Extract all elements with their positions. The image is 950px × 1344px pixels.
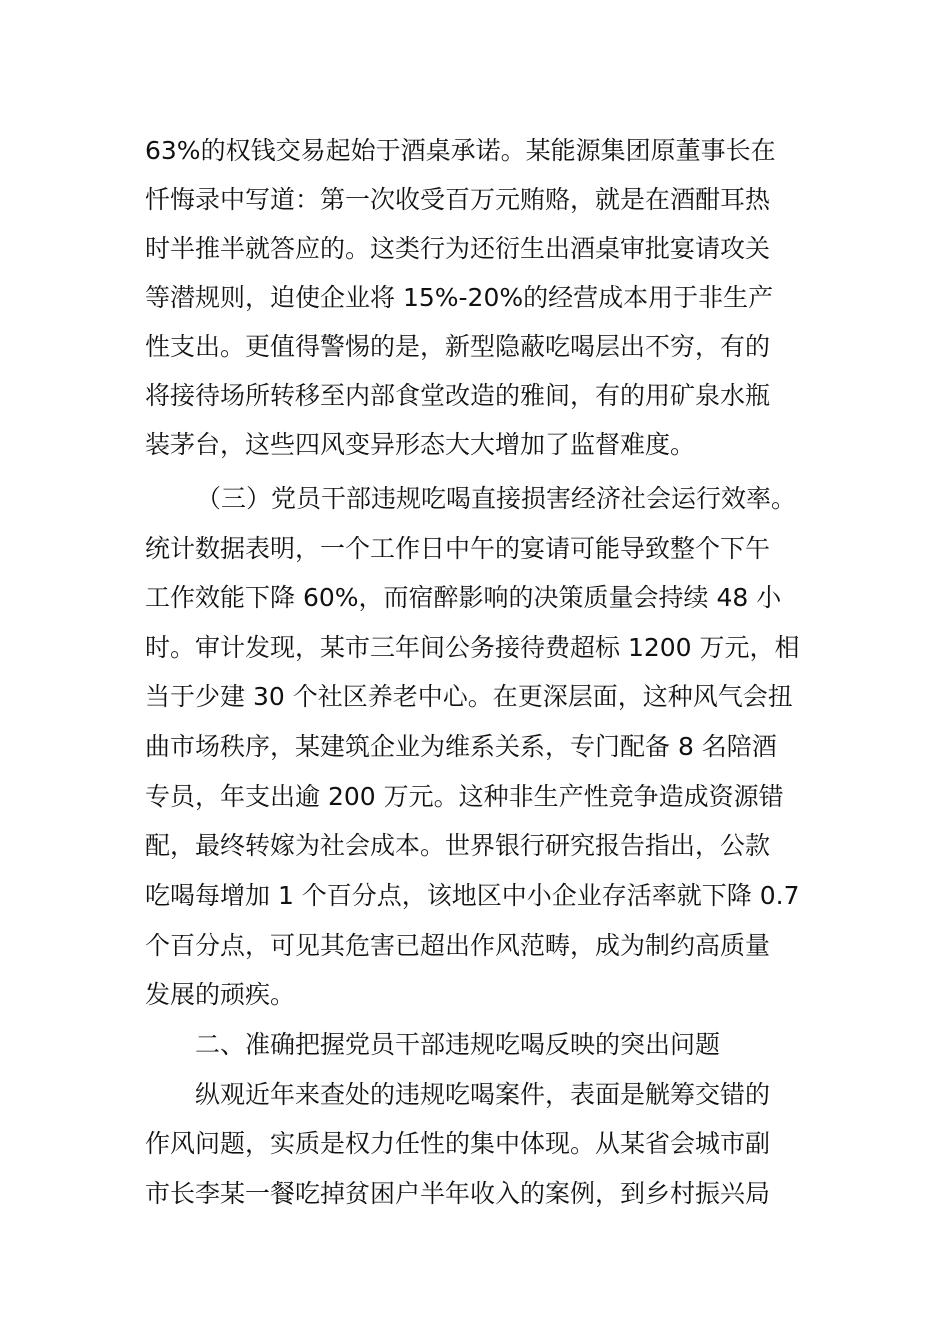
text-line: 配，最终转嫁为社会成本。世界银行研究报告指出，公款 <box>145 831 771 860</box>
text-line: 工作效能下降 60%，而宿醉影响的决策质量会持续 48 小 <box>145 583 782 612</box>
text-line: 作风问题，实质是权力任性的集中体现。从某省会城市副 <box>145 1129 771 1158</box>
text-line: 发展的顽疾。 <box>145 980 296 1009</box>
text-line: 个百分点，可见其危害已超出作风范畴，成为制约高质量 <box>145 931 771 960</box>
section-heading: （三）党员干部违规吃喝直接损害经济社会运行效率。 <box>196 484 797 513</box>
text-line: 忏悔录中写道：第一次收受百万元贿赂，就是在酒酣耳热 <box>145 185 771 214</box>
text-line: 性支出。更值得警惕的是，新型隐蔽吃喝层出不穷，有的 <box>145 332 771 361</box>
text-line: 专员，年支出逾 200 万元。这种非生产性竞争造成资源错 <box>145 782 784 811</box>
text-line: 将接待场所转移至内部食堂改造的雅间，有的用矿泉水瓶 <box>145 381 771 410</box>
text-line: 时半推半就答应的。这类行为还衍生出酒桌审批宴请攻关 <box>145 234 771 263</box>
text-line: 时。审计发现，某市三年间公务接待费超标 1200 万元，相 <box>145 633 800 662</box>
text-line: 装茅台，这些四风变异形态大大增加了监督难度。 <box>145 430 696 459</box>
text-line: 曲市场秩序，某建筑企业为维系关系，专门配备 8 名陪酒 <box>145 732 777 761</box>
text-line: 等潜规则，迫使企业将 15%-20%的经营成本用于非生产 <box>145 283 774 312</box>
text-line: 市长李某一餐吃掉贫困户半年收入的案例，到乡村振兴局 <box>145 1179 771 1208</box>
text-line: 纵观近年来查处的违规吃喝案件，表面是觥筹交错的 <box>195 1080 771 1109</box>
text-line: 63%的权钱交易起始于酒桌承诺。某能源集团原董事长在 <box>145 136 776 165</box>
text-line: 当于少建 30 个社区养老中心。在更深层面，这种风气会扭 <box>145 682 793 711</box>
text-line: 吃喝每增加 1 个百分点，该地区中小企业存活率就下降 0.7 <box>145 881 800 910</box>
section-heading: 二、准确把握党员干部违规吃喝反映的突出问题 <box>195 1030 721 1059</box>
text-line: 统计数据表明，一个工作日中午的宴请可能导致整个下午 <box>145 534 771 563</box>
